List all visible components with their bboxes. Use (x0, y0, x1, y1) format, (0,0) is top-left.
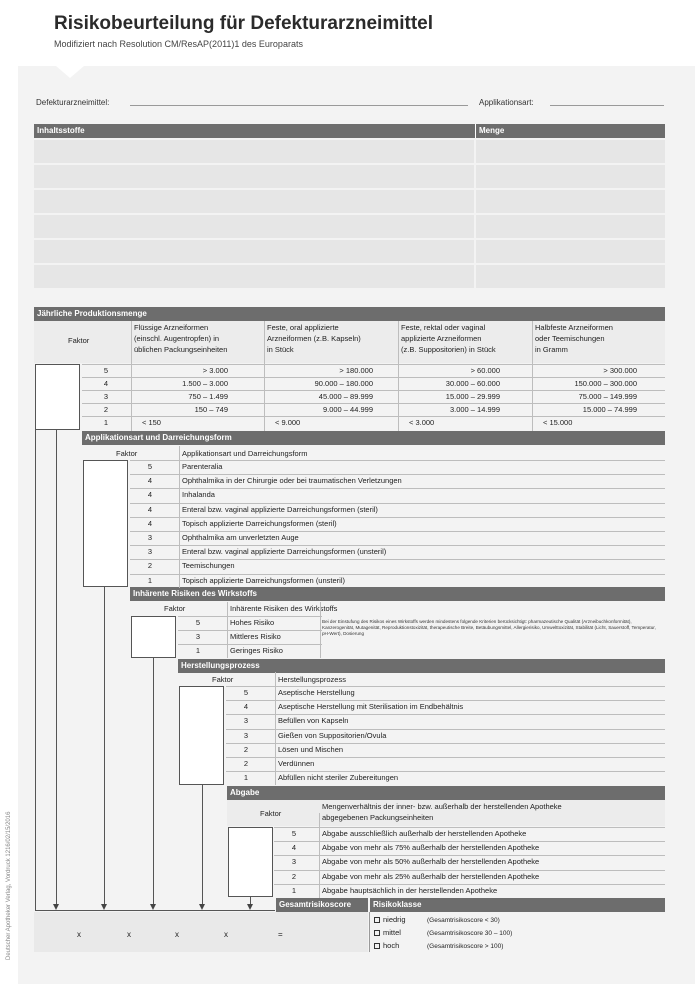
production-value: > 60.000 (470, 366, 500, 375)
process-factor: 2 (243, 759, 249, 768)
application-label: Topisch applizierte Darreichungsformen (unsteril) (182, 575, 345, 585)
application-factor: 4 (147, 504, 153, 514)
production-bar (34, 307, 665, 321)
ingredient-amount-cell[interactable] (476, 190, 665, 213)
ingredient-amount-cell[interactable] (476, 140, 665, 163)
ingredient-name-cell[interactable] (34, 140, 474, 163)
production-col-header: Arzneiformen (z.B. Kapseln) (267, 334, 361, 343)
substance-factor: 1 (195, 646, 201, 655)
bracket-bottom-line (35, 910, 275, 911)
operator-sign: x (127, 930, 131, 939)
page-subtitle: Modifiziert nach Resolution CM/ResAP(2011)1 des Europarats (54, 39, 303, 49)
application-factor: 2 (147, 561, 153, 571)
production-factor: 5 (103, 366, 109, 375)
application-factor: 4 (147, 490, 153, 500)
total-score-bar (276, 898, 368, 912)
drug-name-field[interactable] (130, 105, 468, 106)
drug-label: Defekturarzneimittel: (36, 98, 110, 107)
production-col-header: (einschl. Augentropfen) in (134, 334, 220, 343)
factor-entry-box[interactable] (179, 686, 224, 785)
score-divider (369, 912, 370, 952)
application-factor: 3 (147, 533, 153, 542)
risk-class-range: (Gesamtrisikoscore > 100) (427, 943, 504, 950)
process-label: Abfüllen nicht steriler Zubereitungen (278, 773, 399, 783)
ingredient-amount-cell[interactable] (476, 265, 665, 288)
substance-factor-label: Faktor (164, 604, 186, 613)
risk-class-checkbox[interactable] (374, 917, 380, 923)
application-factor-label: Faktor (116, 449, 138, 458)
production-value: 75.000 – 149.999 (578, 392, 637, 401)
production-row-line (82, 416, 665, 417)
application-factor: 3 (147, 547, 153, 557)
substance-label: Hohes Risiko (230, 618, 275, 627)
application-field[interactable] (550, 105, 664, 106)
risk-class-range: (Gesamtrisikoscore < 30) (427, 917, 500, 924)
header-notch (56, 66, 84, 78)
page-title: Risikobeurteilung für Defekturarzneimittel (54, 13, 434, 34)
connector-line (153, 658, 154, 904)
production-value: > 3.000 (202, 366, 228, 375)
risk-class-option[interactable] (374, 927, 512, 939)
production-col-header: Feste, rektal oder vaginal (401, 323, 486, 332)
risk-class-name: hoch (383, 941, 400, 950)
production-value: 15.000 – 29.999 (445, 392, 500, 401)
production-title: Jährliche Produktionsmenge (37, 309, 147, 318)
dispensing-bar (227, 786, 665, 800)
risk-class-checkbox[interactable] (374, 930, 380, 936)
application-factor: 4 (147, 476, 153, 486)
ingredient-amount-cell[interactable] (476, 165, 665, 188)
production-factor: 2 (103, 405, 109, 414)
ingredient-name-cell[interactable] (34, 240, 474, 263)
dispensing-label: Abgabe von mehr als 25% außerhalb der herstellenden Apotheke (322, 871, 540, 881)
ingredients-col-label: Inhaltsstoffe (37, 126, 85, 135)
production-col-header: Feste, oral applizierte (267, 323, 339, 332)
production-value: 15.000 – 74.999 (582, 405, 637, 414)
dispensing-label: Abgabe von mehr als 50% außerhalb der herstellenden Apotheke (322, 857, 540, 867)
connector-line (56, 430, 57, 904)
score-row (34, 912, 368, 952)
substance-criteria-note: Bei der Einstufung des Risikos eines Wirkstoffs werden mindestens folgende Kriterien berücksichtigt: pharmazeutische Qualität (Arzneibuchkonformität), Kanzerogenität, Mutagenität, Reproduktionstoxizität, therapeutische Breite, Betäubungsmittel, Allergierisiko, Umwelttoxizität, Stabilität (Licht, Sauerstoff, Temperatur, pH-Wert), Dosierung (322, 619, 656, 637)
publisher-note: Deutscher Apotheker Verlag, Vordruck 1216/02/15/2016 (6, 811, 12, 960)
factor-entry-box[interactable] (35, 364, 80, 430)
application-label: Teemischungen (182, 561, 235, 571)
process-factor: 3 (243, 730, 249, 740)
production-col-header: in Gramm (535, 345, 568, 354)
risk-class-option[interactable] (374, 914, 500, 926)
factor-entry-box[interactable] (83, 460, 128, 587)
dispensing-label: Abgabe von mehr als 75% außerhalb der herstellenden Apotheke (322, 843, 540, 853)
substance-factor: 5 (195, 618, 201, 627)
process-label: Verdünnen (278, 759, 315, 768)
production-value: < 3.000 (409, 418, 435, 427)
operator-sign: x (77, 930, 81, 939)
ingredient-name-cell[interactable] (34, 265, 474, 288)
connector-line (104, 587, 105, 904)
production-value: 150 – 749 (194, 405, 228, 414)
application-bar (82, 431, 665, 445)
production-value: < 15.000 (543, 418, 573, 427)
operator-sign: x (224, 930, 228, 939)
dispensing-label: Abgabe hauptsächlich in der herstellenden Apotheke (322, 885, 498, 895)
process-col-divider (275, 672, 276, 785)
dispensing-factor: 2 (291, 871, 297, 881)
production-value: 9.000 – 44.999 (322, 405, 373, 414)
dispensing-factor: 1 (291, 885, 297, 895)
production-factor-label: Faktor (68, 336, 90, 345)
operator-sign: x (175, 930, 179, 939)
dispensing-factor-label: Faktor (260, 809, 282, 818)
risk-class-title: Risikoklasse (373, 900, 422, 909)
process-title: Herstellungsprozess (181, 661, 260, 670)
application-label: Ophthalmika in der Chirurgie oder bei traumatischen Verletzungen (182, 476, 402, 486)
amount-header (475, 124, 665, 138)
application-label: Ophthalmika am unverletzten Auge (182, 533, 299, 542)
substance-label: Mittleres Risiko (230, 632, 281, 641)
process-label: Gießen von Suppositorien/Ovula (278, 730, 387, 740)
production-value: 750 – 1.499 (188, 392, 228, 401)
application-label: Enteral bzw. vaginal applizierte Darreichungsformen (unsteril) (182, 547, 387, 557)
risk-class-name: mittel (383, 928, 401, 937)
amount-col-label: Menge (479, 126, 505, 135)
production-value: 30.000 – 60.000 (445, 379, 500, 388)
factor-entry-box[interactable] (131, 616, 176, 658)
operator-sign: = (278, 930, 283, 939)
factor-entry-box[interactable] (228, 827, 273, 897)
process-col-label: Herstellungsprozess (278, 675, 346, 684)
dispensing-factor: 3 (291, 857, 297, 867)
ingredient-name-cell[interactable] (34, 215, 474, 238)
production-factor: 1 (103, 418, 109, 427)
application-factor: 5 (147, 462, 153, 471)
process-factor-label: Faktor (212, 675, 234, 684)
production-col-header: üblichen Packungseinheiten (134, 345, 228, 354)
process-factor: 1 (243, 773, 249, 783)
dispensing-label: Abgabe ausschließlich außerhalb der herstellenden Apotheke (322, 829, 527, 838)
process-label: Lösen und Mischen (278, 744, 344, 754)
ingredient-name-cell[interactable] (34, 190, 474, 213)
connector-line (250, 897, 251, 904)
substance-col-divider (227, 602, 228, 658)
application-col-label: Applikationsart und Darreichungsform (182, 449, 308, 458)
process-factor: 3 (243, 716, 249, 726)
application-factor: 4 (147, 518, 153, 528)
process-label: Befüllen von Kapseln (278, 716, 349, 726)
substance-label: Geringes Risiko (230, 646, 283, 655)
production-value: 45.000 – 89.999 (318, 392, 373, 401)
production-value: < 9.000 (275, 418, 301, 427)
production-value: 150.000 – 300.000 (574, 379, 637, 388)
production-col-header: in Stück (267, 345, 294, 354)
production-value: 1.500 – 3.000 (182, 379, 228, 388)
production-value: < 150 (142, 418, 161, 427)
production-value: > 300.000 (603, 366, 637, 375)
substance-bar (130, 587, 665, 601)
risk-class-checkbox[interactable] (374, 943, 380, 949)
production-value: 3.000 – 14.999 (449, 405, 500, 414)
process-label: Aseptische Herstellung (278, 688, 355, 697)
production-col-header: Flüssige Arzneiformen (134, 323, 209, 332)
application-label: Topisch applizierte Darreichungsformen (steril) (182, 518, 337, 528)
process-factor: 4 (243, 702, 249, 712)
dispensing-col-label-1: Mengenverhältnis der inner- bzw. außerhalb der herstellenden Apotheke (322, 802, 562, 811)
production-col-header: Halbfeste Arzneiformen (535, 323, 613, 332)
substance-title: Inhärente Risiken des Wirkstoffs (133, 589, 257, 598)
application-label: Enteral bzw. vaginal applizierte Darreichungsformen (steril) (182, 504, 378, 514)
dispensing-col-label-2: abgegebenen Packungseinheiten (322, 813, 434, 822)
production-value: > 180.000 (339, 366, 373, 375)
risk-class-range: (Gesamtrisikoscore 30 – 100) (427, 930, 513, 937)
connector-line (202, 785, 203, 904)
dispensing-col-divider (319, 813, 320, 898)
ingredient-amount-cell[interactable] (476, 240, 665, 263)
production-factor: 4 (103, 379, 109, 388)
substance-factor: 3 (195, 632, 201, 641)
total-score-title: Gesamtrisikoscore (279, 900, 352, 909)
risk-class-option[interactable] (374, 940, 503, 952)
ingredient-amount-cell[interactable] (476, 215, 665, 238)
application-label: Inhalanda (182, 490, 215, 500)
substance-col-label: Inhärente Risiken des Wirkstoffs (230, 604, 338, 613)
dispensing-factor: 5 (291, 829, 297, 838)
dispensing-factor: 4 (291, 843, 297, 853)
app-label: Applikationsart: (479, 98, 534, 107)
bracket-left-line (35, 364, 36, 910)
production-col-header: (z.B. Suppositorien) in Stück (401, 345, 496, 354)
ingredient-name-cell[interactable] (34, 165, 474, 188)
process-bar (178, 659, 665, 673)
production-col-header: applizierte Arzneiformen (401, 334, 482, 343)
application-title: Applikationsart und Darreichungsform (85, 433, 232, 442)
process-label: Aseptische Herstellung mit Sterilisation im Endbehältnis (278, 702, 464, 712)
process-factor: 2 (243, 744, 249, 754)
risk-class-bar (370, 898, 665, 912)
dispensing-title: Abgabe (230, 788, 260, 797)
substance-note-divider (320, 602, 321, 658)
application-label: Parenteralia (182, 462, 223, 471)
production-col-header: oder Teemischungen (535, 334, 605, 343)
process-factor: 5 (243, 688, 249, 697)
production-value: 90.000 – 180.000 (314, 379, 373, 388)
production-factor: 3 (103, 392, 109, 401)
risk-class-name: niedrig (383, 915, 406, 924)
application-factor: 1 (147, 575, 153, 585)
application-col-divider (179, 446, 180, 588)
